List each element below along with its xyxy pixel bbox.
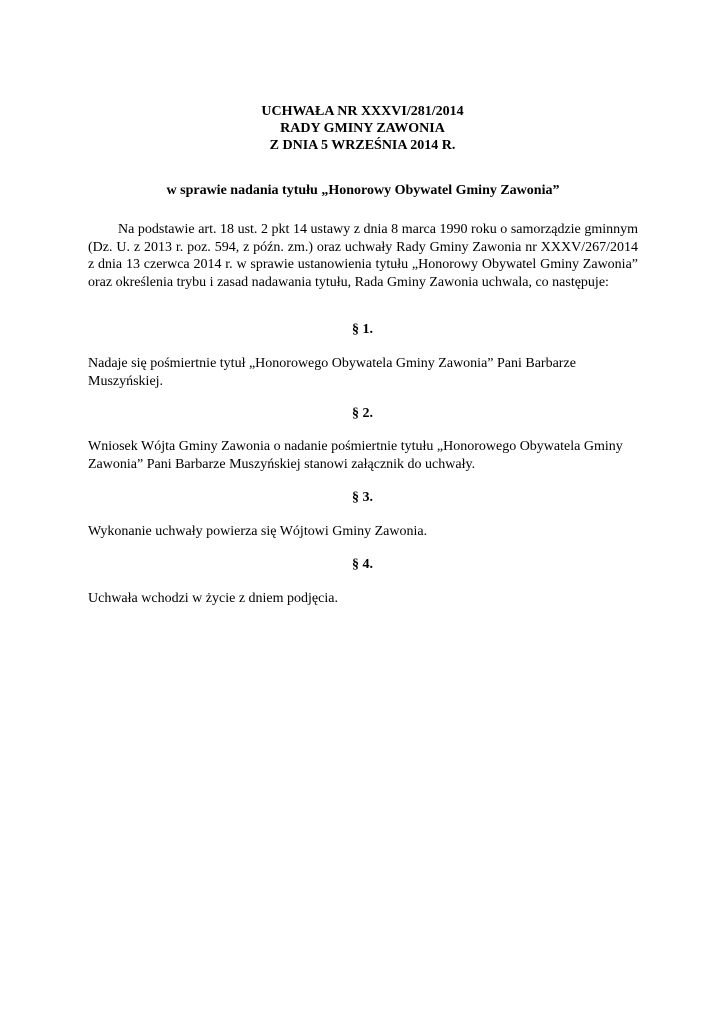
council-name: RADY GMINY ZAWONIA: [280, 121, 445, 136]
resolution-date: Z DNIA 5 WRZEŚNIA 2014 R.: [269, 138, 456, 153]
section-4-heading: § 4.: [352, 557, 373, 572]
section-4-text: Uchwała wchodzi w życie z dniem podjęcia.: [88, 591, 338, 606]
section-2-heading: § 2.: [352, 406, 373, 421]
resolution-subject: w sprawie nadania tytułu „Honorowy Obywatel Gminy Zawonia”: [166, 183, 560, 198]
section-1-text: Nadaje się pośmiertnie tytuł „Honorowego Obywatela Gminy Zawonia” Pani Barbarze Muszyńskiej.: [88, 356, 576, 389]
section-3-heading: § 3.: [352, 490, 373, 505]
preamble-paragraph: Na podstawie art. 18 ust. 2 pkt 14 ustawy z dnia 8 marca 1990 roku o samorządzie gminnym (Dz. U. z 2013 r. poz. 594, z późn. zm.) oraz uchwały Rady Gminy Zawonia nr XXXV/267/2014 z dnia 13 czerwca 2014 r. w sprawie ustanowienia tytułu „Honorowy Obywatel Gminy Zawonia” oraz określenia trybu i zasad nadawania tytułu, Rada Gminy Zawonia uchwala, co następuje:: [88, 222, 638, 290]
resolution-header: [0, 103, 725, 154]
section-3-text: Wykonanie uchwały powierza się Wójtowi Gminy Zawonia.: [88, 524, 428, 539]
section-1-heading: § 1.: [352, 322, 373, 337]
resolution-number: UCHWAŁA NR XXXVI/281/2014: [261, 104, 464, 119]
section-2-text: Wniosek Wójta Gminy Zawonia o nadanie pośmiertnie tytułu „Honorowego Obywatela Gminy Zawonia” Pani Barbarze Muszyńskiej stanowi załącznik do uchwały.: [88, 439, 623, 472]
